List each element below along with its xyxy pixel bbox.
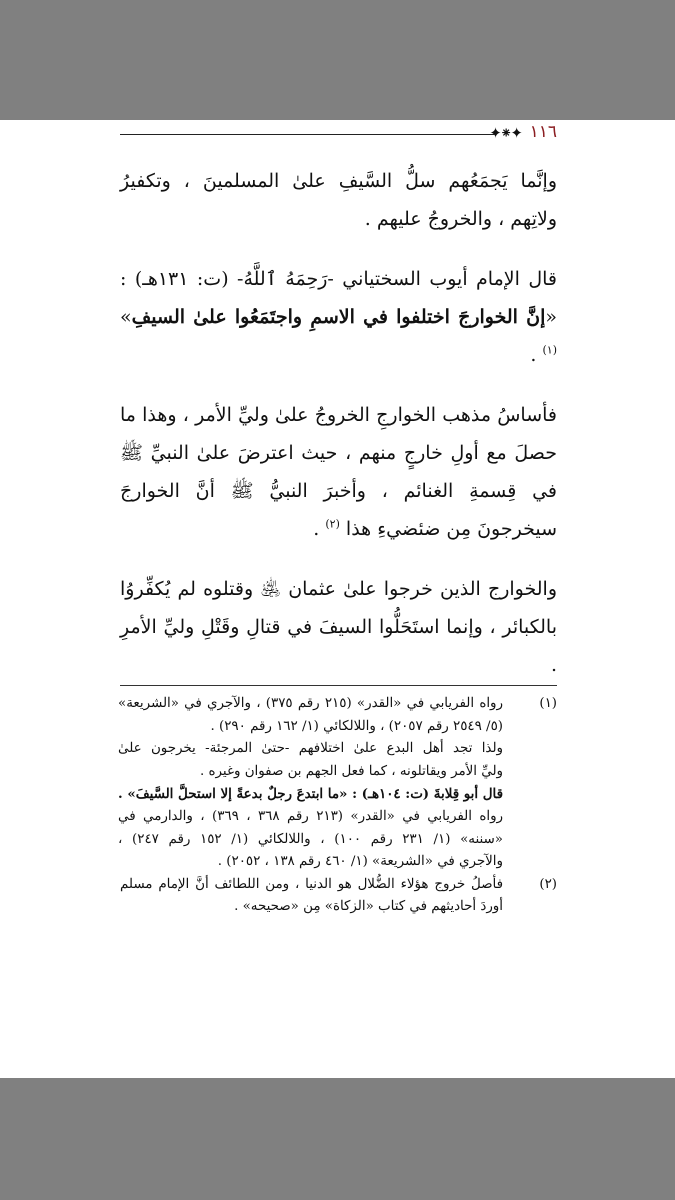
paragraph-3-end: . [313, 518, 326, 540]
paragraph-4 [120, 570, 557, 684]
page-number: ١١٦ [529, 122, 557, 142]
paragraph-4-text: والخوارج الذين خرجوا علىٰ عثمان ﵁ وقتلوه لم يُكفِّروُا بالكبائر ، وإنما استَحَلُّوا السيفَ في قتالِ وقَتْلِ وليِّ الأمرِ . [120, 578, 557, 676]
footnotes [120, 693, 557, 919]
footnote-1 [120, 693, 557, 874]
footnote-line: رواه الفريابي في «القدر» (٢١٥ رقم ٣٧٥) ، والآجري في «الشريعة» [118, 696, 503, 711]
paragraph-3 [120, 396, 557, 548]
footnote-line: فأصلُ خروج هؤلاء الضُّلال هو الدنيا ، ومن اللطائف أنَّ الإمام مسلم [120, 876, 503, 892]
footnote-line: (٥/ ٢٥٤٩ رقم ٢٠٥٧) ، واللالكائي (١/ ١٦٢ رقم ٢٩٠) . [210, 718, 503, 734]
paragraph-2-intro: قال الإمام أيوب السختياني -رَحِمَهُ ٱللَّهُ- (ت: ١٣١هـ) : « [120, 268, 557, 328]
footnote-number: (٢) [539, 876, 557, 892]
footnote-line: ولذا تجد أهل البدع علىٰ اختلافهم -حتىٰ المرجئة- يخرجون علىٰ [118, 741, 503, 757]
quote-close: » [120, 306, 132, 328]
footnote-2 [120, 874, 557, 919]
footnote-line: «سننه» (١/ ٢٣١ رقم ١٠٠) ، واللالكائي (١/ ١٥٢ رقم ٢٤٧) ، [118, 831, 503, 847]
main-text [120, 162, 557, 706]
footnote-line: رواه الفريابي في «القدر» (٢١٣ رقم ٣٦٨ ، ٣٦٩) ، والدارمي في [118, 808, 504, 824]
ornament-icon: ✦⁕✦ [489, 124, 521, 142]
quote-ayyub: إنَّ الخوارجَ اختلفوا في الاسمِ واجتَمَعُوا علىٰ السيفِ [131, 306, 546, 328]
paragraph-1-text: وإنَّما يَجمَعُهم سلُّ السَّيفِ علىٰ المسلمينَ ، وتكفيرُ ولاتِهم ، والخروجُ عليهم . [120, 170, 557, 230]
footnote-body [120, 874, 503, 919]
footnote-line: قال أبو قِلابةَ (ت: ١٠٤هـ) : «ما ابتدعَ رجلٌ بدعةً إلا استحلَّ السَّيفَ» . [118, 786, 503, 803]
footnote-line: وليِّ الأمر ويقاتلونه ، كما فعل الجهم بن صفوان وغيره . [200, 763, 503, 779]
header-rule [120, 134, 495, 135]
paragraph-1 [120, 162, 557, 238]
paragraph-3-text: فأساسُ مذهب الخوارجِ الخروجُ علىٰ وليِّ الأمر ، وهذا ما حصلَ مع أولِ خارجٍ منهم ، حيث اعترضَ علىٰ النبيِّ ﷺ في قِسمةِ الغنائم ، وأخبرَ النبيُّ ﷺ أنَّ الخوارجَ سيخرجونَ مِن ضئضيءِ هذا [120, 404, 557, 540]
footnote-line: أوردَ أحاديثهم في كتاب «الزكاة» مِن «صحيحه» . [234, 899, 503, 915]
page-header [120, 124, 557, 146]
paragraph-2 [120, 260, 557, 374]
footnote-ref-1[interactable]: (١) [542, 343, 557, 357]
footnote-body [118, 693, 503, 874]
footnote-number: (١) [539, 696, 557, 711]
paragraph-2-end: . [530, 344, 543, 366]
footnote-line: والآجري في «الشريعة» (١/ ٤٦٠ رقم ١٣٨ ، ٢٠٥٢) . [217, 854, 503, 870]
footnote-divider [120, 685, 557, 686]
footnote-ref-2[interactable]: (٢) [325, 517, 340, 531]
